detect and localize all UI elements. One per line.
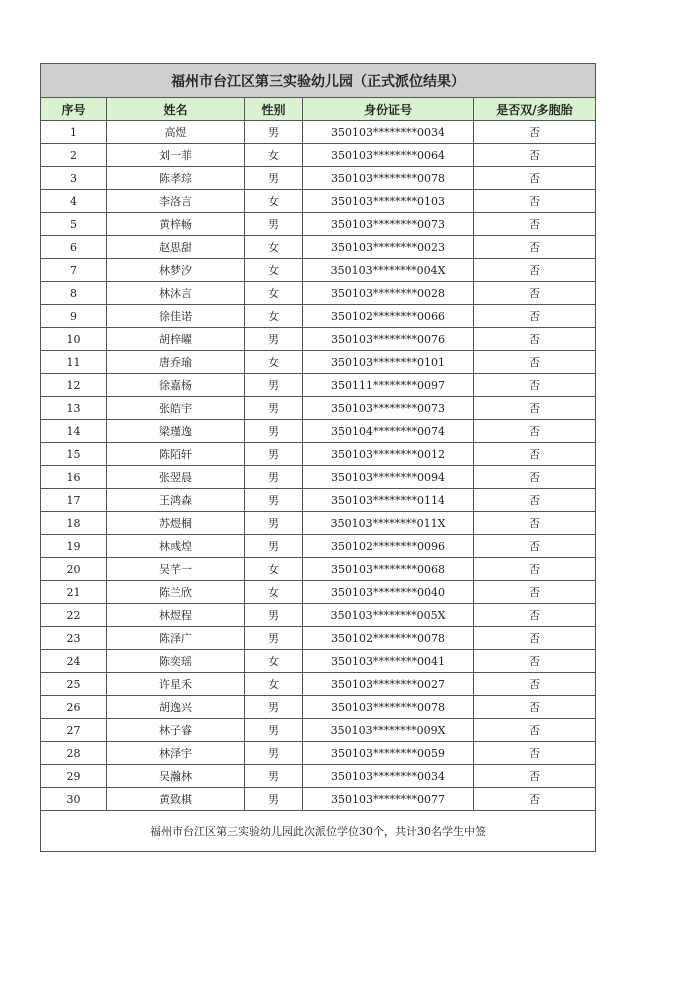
cell-index: 4	[41, 190, 107, 213]
cell-gender: 男	[245, 719, 303, 742]
cell-twins: 否	[474, 673, 596, 696]
table-row	[41, 305, 596, 328]
cell-twins: 否	[474, 121, 596, 144]
column-header-index: 序号	[41, 98, 107, 121]
cell-id-number: 350103********0076	[303, 328, 474, 351]
cell-gender: 男	[245, 213, 303, 236]
cell-gender: 男	[245, 397, 303, 420]
cell-gender: 男	[245, 167, 303, 190]
cell-name: 李洛言	[107, 190, 245, 213]
table-row	[41, 673, 596, 696]
cell-name: 许星禾	[107, 673, 245, 696]
cell-gender: 女	[245, 144, 303, 167]
table-row	[41, 604, 596, 627]
cell-id-number: 350103********0034	[303, 765, 474, 788]
cell-gender: 女	[245, 305, 303, 328]
cell-index: 10	[41, 328, 107, 351]
title-row	[41, 64, 596, 98]
cell-gender: 男	[245, 420, 303, 443]
cell-gender: 女	[245, 558, 303, 581]
table-row	[41, 581, 596, 604]
cell-index: 24	[41, 650, 107, 673]
table-row	[41, 167, 596, 190]
cell-index: 23	[41, 627, 107, 650]
table-row	[41, 512, 596, 535]
cell-index: 26	[41, 696, 107, 719]
cell-name: 陈陌轩	[107, 443, 245, 466]
cell-id-number: 350102********0078	[303, 627, 474, 650]
cell-name: 唐乔瑜	[107, 351, 245, 374]
cell-index: 22	[41, 604, 107, 627]
cell-index: 6	[41, 236, 107, 259]
cell-index: 19	[41, 535, 107, 558]
cell-name: 陈兰欣	[107, 581, 245, 604]
cell-index: 8	[41, 282, 107, 305]
cell-name: 陈孝琮	[107, 167, 245, 190]
cell-id-number: 350103********0094	[303, 466, 474, 489]
cell-gender: 女	[245, 351, 303, 374]
table-row	[41, 650, 596, 673]
table-row	[41, 535, 596, 558]
cell-twins: 否	[474, 650, 596, 673]
cell-id-number: 350103********0040	[303, 581, 474, 604]
cell-index: 2	[41, 144, 107, 167]
cell-id-number: 350103********0023	[303, 236, 474, 259]
cell-twins: 否	[474, 489, 596, 512]
cell-index: 3	[41, 167, 107, 190]
cell-index: 7	[41, 259, 107, 282]
cell-twins: 否	[474, 512, 596, 535]
cell-index: 27	[41, 719, 107, 742]
table-row	[41, 696, 596, 719]
cell-name: 苏煜桐	[107, 512, 245, 535]
cell-name: 张翌晨	[107, 466, 245, 489]
cell-id-number: 350103********0077	[303, 788, 474, 811]
cell-id-number: 350103********0114	[303, 489, 474, 512]
cell-gender: 女	[245, 581, 303, 604]
table-row	[41, 788, 596, 811]
cell-twins: 否	[474, 190, 596, 213]
cell-gender: 男	[245, 765, 303, 788]
cell-gender: 男	[245, 121, 303, 144]
cell-name: 陈奕瑶	[107, 650, 245, 673]
cell-id-number: 350103********004X	[303, 259, 474, 282]
cell-twins: 否	[474, 581, 596, 604]
cell-name: 林煜程	[107, 604, 245, 627]
table-row	[41, 351, 596, 374]
cell-id-number: 350103********0078	[303, 696, 474, 719]
cell-name: 胡梓曜	[107, 328, 245, 351]
cell-gender: 男	[245, 788, 303, 811]
cell-name: 王鸿森	[107, 489, 245, 512]
cell-id-number: 350103********0027	[303, 673, 474, 696]
cell-index: 21	[41, 581, 107, 604]
table-row	[41, 558, 596, 581]
cell-gender: 女	[245, 282, 303, 305]
cell-name: 梁瑾逸	[107, 420, 245, 443]
cell-index: 29	[41, 765, 107, 788]
cell-name: 林子睿	[107, 719, 245, 742]
cell-id-number: 350103********009X	[303, 719, 474, 742]
cell-id-number: 350111********0097	[303, 374, 474, 397]
cell-index: 12	[41, 374, 107, 397]
cell-index: 20	[41, 558, 107, 581]
cell-id-number: 350103********0059	[303, 742, 474, 765]
cell-twins: 否	[474, 144, 596, 167]
cell-twins: 否	[474, 397, 596, 420]
table-row	[41, 489, 596, 512]
cell-id-number: 350103********0068	[303, 558, 474, 581]
table-row	[41, 236, 596, 259]
cell-twins: 否	[474, 765, 596, 788]
cell-index: 1	[41, 121, 107, 144]
table-row	[41, 190, 596, 213]
cell-index: 9	[41, 305, 107, 328]
cell-name: 黄梓畅	[107, 213, 245, 236]
cell-twins: 否	[474, 788, 596, 811]
cell-twins: 否	[474, 604, 596, 627]
table-row	[41, 443, 596, 466]
cell-name: 林梦汐	[107, 259, 245, 282]
cell-gender: 女	[245, 190, 303, 213]
cell-gender: 男	[245, 742, 303, 765]
cell-name: 张皓宇	[107, 397, 245, 420]
cell-index: 18	[41, 512, 107, 535]
cell-twins: 否	[474, 259, 596, 282]
table-row	[41, 397, 596, 420]
cell-id-number: 350103********0041	[303, 650, 474, 673]
cell-gender: 男	[245, 604, 303, 627]
cell-name: 高煜	[107, 121, 245, 144]
cell-twins: 否	[474, 535, 596, 558]
cell-name: 陈泽广	[107, 627, 245, 650]
cell-gender: 男	[245, 535, 303, 558]
cell-twins: 否	[474, 236, 596, 259]
cell-twins: 否	[474, 558, 596, 581]
cell-id-number: 350103********0064	[303, 144, 474, 167]
cell-twins: 否	[474, 696, 596, 719]
cell-gender: 男	[245, 627, 303, 650]
table-row	[41, 420, 596, 443]
cell-id-number: 350103********0012	[303, 443, 474, 466]
cell-gender: 男	[245, 489, 303, 512]
cell-twins: 否	[474, 374, 596, 397]
column-header-name: 姓名	[107, 98, 245, 121]
cell-twins: 否	[474, 305, 596, 328]
page-title: 福州市台江区第三实验幼儿园（正式派位结果）	[41, 64, 596, 98]
cell-gender: 女	[245, 650, 303, 673]
cell-gender: 男	[245, 696, 303, 719]
cell-id-number: 350103********0103	[303, 190, 474, 213]
cell-gender: 女	[245, 259, 303, 282]
cell-twins: 否	[474, 627, 596, 650]
cell-name: 刘一菲	[107, 144, 245, 167]
cell-name: 林彧煌	[107, 535, 245, 558]
cell-twins: 否	[474, 282, 596, 305]
header-row	[41, 98, 596, 121]
cell-gender: 男	[245, 443, 303, 466]
column-header-twins: 是否双/多胞胎	[474, 98, 596, 121]
cell-name: 吴瀚林	[107, 765, 245, 788]
column-header-id-number: 身份证号	[303, 98, 474, 121]
allocation-table	[40, 63, 596, 852]
cell-index: 25	[41, 673, 107, 696]
table-row	[41, 627, 596, 650]
cell-name: 吴芊一	[107, 558, 245, 581]
table-row	[41, 144, 596, 167]
cell-gender: 男	[245, 466, 303, 489]
cell-gender: 男	[245, 512, 303, 535]
cell-twins: 否	[474, 719, 596, 742]
cell-index: 17	[41, 489, 107, 512]
cell-name: 胡逸兴	[107, 696, 245, 719]
cell-twins: 否	[474, 420, 596, 443]
cell-id-number: 350103********0028	[303, 282, 474, 305]
cell-gender: 女	[245, 236, 303, 259]
cell-id-number: 350103********0073	[303, 213, 474, 236]
cell-index: 15	[41, 443, 107, 466]
table-body	[41, 64, 596, 852]
cell-name: 林沐言	[107, 282, 245, 305]
table-row	[41, 719, 596, 742]
footer-row	[41, 811, 596, 852]
cell-id-number: 350103********0101	[303, 351, 474, 374]
table-row	[41, 213, 596, 236]
cell-twins: 否	[474, 213, 596, 236]
table-row	[41, 259, 596, 282]
cell-twins: 否	[474, 328, 596, 351]
table-row	[41, 121, 596, 144]
cell-index: 5	[41, 213, 107, 236]
column-header-gender: 性别	[245, 98, 303, 121]
cell-name: 徐佳诺	[107, 305, 245, 328]
allocation-sheet	[40, 63, 595, 852]
cell-id-number: 350102********0066	[303, 305, 474, 328]
cell-name: 林泽宇	[107, 742, 245, 765]
cell-twins: 否	[474, 351, 596, 374]
table-row	[41, 282, 596, 305]
cell-twins: 否	[474, 742, 596, 765]
cell-id-number: 350103********0078	[303, 167, 474, 190]
cell-id-number: 350103********0034	[303, 121, 474, 144]
cell-gender: 男	[245, 374, 303, 397]
cell-index: 16	[41, 466, 107, 489]
table-row	[41, 374, 596, 397]
table-row	[41, 466, 596, 489]
table-row	[41, 765, 596, 788]
cell-id-number: 350103********005X	[303, 604, 474, 627]
table-row	[41, 742, 596, 765]
cell-name: 黄致棋	[107, 788, 245, 811]
cell-name: 赵思甜	[107, 236, 245, 259]
table-row	[41, 328, 596, 351]
cell-index: 30	[41, 788, 107, 811]
cell-index: 11	[41, 351, 107, 374]
cell-id-number: 350104********0074	[303, 420, 474, 443]
cell-id-number: 350102********0096	[303, 535, 474, 558]
cell-gender: 男	[245, 328, 303, 351]
cell-index: 28	[41, 742, 107, 765]
cell-twins: 否	[474, 443, 596, 466]
footer-note: 福州市台江区第三实验幼儿园此次派位学位30个，共计30名学生中签	[41, 811, 596, 852]
cell-index: 13	[41, 397, 107, 420]
cell-twins: 否	[474, 466, 596, 489]
cell-id-number: 350103********011X	[303, 512, 474, 535]
cell-name: 徐嘉杨	[107, 374, 245, 397]
cell-id-number: 350103********0073	[303, 397, 474, 420]
cell-index: 14	[41, 420, 107, 443]
cell-twins: 否	[474, 167, 596, 190]
cell-gender: 女	[245, 673, 303, 696]
